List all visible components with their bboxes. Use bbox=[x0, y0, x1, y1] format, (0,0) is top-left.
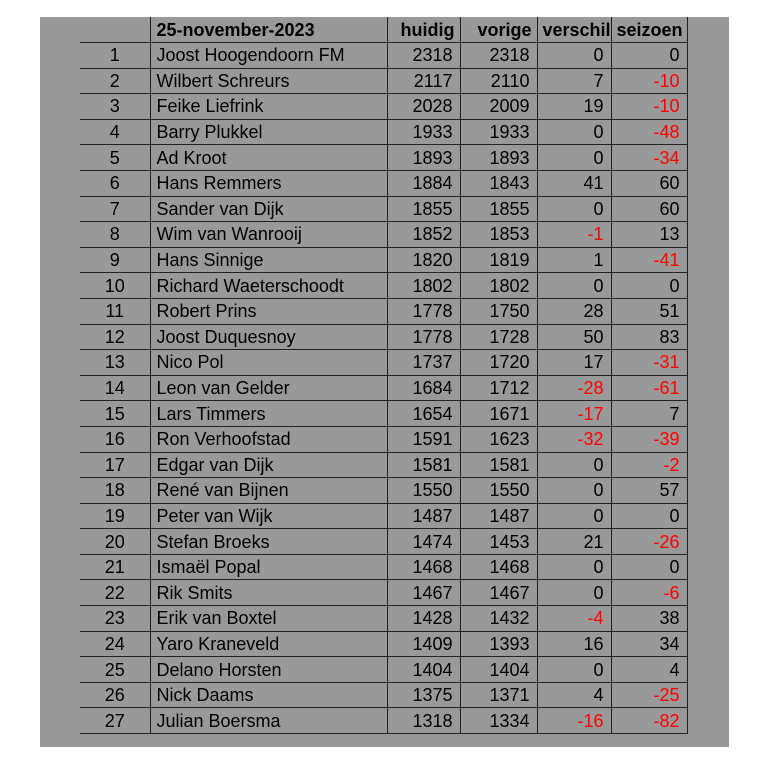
previous-rating-cell: 1855 bbox=[460, 196, 537, 222]
current-rating-cell: 1409 bbox=[387, 631, 460, 657]
current-rating-cell: 1550 bbox=[387, 478, 460, 504]
previous-rating-cell: 1453 bbox=[460, 529, 537, 555]
season-change-cell: 0 bbox=[611, 43, 687, 69]
previous-rating-header: vorige bbox=[460, 17, 537, 43]
previous-rating-cell: 1404 bbox=[460, 657, 537, 683]
player-name-cell: Hans Remmers bbox=[150, 170, 387, 196]
table-row bbox=[80, 478, 687, 504]
rank-cell: 17 bbox=[80, 452, 150, 478]
player-name-cell: Ad Kroot bbox=[150, 145, 387, 171]
difference-cell: 50 bbox=[537, 324, 611, 350]
rank-cell: 6 bbox=[80, 170, 150, 196]
table-row bbox=[80, 529, 687, 555]
table-row bbox=[80, 503, 687, 529]
season-change-cell: 51 bbox=[611, 298, 687, 324]
table-row bbox=[80, 682, 687, 708]
difference-cell: 41 bbox=[537, 170, 611, 196]
rank-cell: 27 bbox=[80, 708, 150, 734]
rank-cell: 5 bbox=[80, 145, 150, 171]
current-rating-cell: 1375 bbox=[387, 682, 460, 708]
rank-cell: 26 bbox=[80, 682, 150, 708]
current-rating-cell: 1467 bbox=[387, 580, 460, 606]
table-row bbox=[80, 43, 687, 69]
rank-cell: 10 bbox=[80, 273, 150, 299]
previous-rating-cell: 1728 bbox=[460, 324, 537, 350]
previous-rating-cell: 1550 bbox=[460, 478, 537, 504]
player-name-cell: Peter van Wijk bbox=[150, 503, 387, 529]
previous-rating-cell: 1933 bbox=[460, 119, 537, 145]
current-rating-cell: 1487 bbox=[387, 503, 460, 529]
difference-cell: 0 bbox=[537, 554, 611, 580]
table-row bbox=[80, 580, 687, 606]
difference-cell: 17 bbox=[537, 350, 611, 376]
season-change-cell: 0 bbox=[611, 503, 687, 529]
player-name-cell: Robert Prins bbox=[150, 298, 387, 324]
difference-cell: -32 bbox=[537, 426, 611, 452]
current-rating-cell: 1468 bbox=[387, 554, 460, 580]
difference-cell: 0 bbox=[537, 119, 611, 145]
season-change-cell: 0 bbox=[611, 554, 687, 580]
previous-rating-cell: 1487 bbox=[460, 503, 537, 529]
difference-cell: 0 bbox=[537, 478, 611, 504]
difference-cell: 4 bbox=[537, 682, 611, 708]
previous-rating-cell: 2009 bbox=[460, 94, 537, 120]
difference-cell: 0 bbox=[537, 196, 611, 222]
difference-cell: 16 bbox=[537, 631, 611, 657]
table-body bbox=[80, 43, 687, 734]
current-rating-cell: 1737 bbox=[387, 350, 460, 376]
difference-cell: 21 bbox=[537, 529, 611, 555]
player-name-cell: Wim van Wanrooij bbox=[150, 222, 387, 248]
rank-cell: 4 bbox=[80, 119, 150, 145]
previous-rating-cell: 1623 bbox=[460, 426, 537, 452]
table-row bbox=[80, 452, 687, 478]
difference-cell: 1 bbox=[537, 247, 611, 273]
header-row bbox=[80, 17, 687, 43]
current-rating-cell: 1581 bbox=[387, 452, 460, 478]
table-row bbox=[80, 298, 687, 324]
table-row bbox=[80, 170, 687, 196]
rank-cell: 13 bbox=[80, 350, 150, 376]
player-name-cell: Feike Liefrink bbox=[150, 94, 387, 120]
season-change-cell: -31 bbox=[611, 350, 687, 376]
rank-cell: 11 bbox=[80, 298, 150, 324]
table-row bbox=[80, 324, 687, 350]
player-name-cell: Stefan Broeks bbox=[150, 529, 387, 555]
player-name-cell: Delano Horsten bbox=[150, 657, 387, 683]
rank-cell: 12 bbox=[80, 324, 150, 350]
previous-rating-cell: 1671 bbox=[460, 401, 537, 427]
current-rating-cell: 1778 bbox=[387, 324, 460, 350]
table-row bbox=[80, 401, 687, 427]
difference-cell: 0 bbox=[537, 43, 611, 69]
previous-rating-cell: 1720 bbox=[460, 350, 537, 376]
season-change-cell: 57 bbox=[611, 478, 687, 504]
difference-cell: 0 bbox=[537, 580, 611, 606]
season-change-cell: 83 bbox=[611, 324, 687, 350]
current-rating-cell: 1318 bbox=[387, 708, 460, 734]
table-row bbox=[80, 119, 687, 145]
player-name-cell: Nico Pol bbox=[150, 350, 387, 376]
current-rating-cell: 1884 bbox=[387, 170, 460, 196]
table-row bbox=[80, 657, 687, 683]
difference-cell: -4 bbox=[537, 606, 611, 632]
difference-cell: -28 bbox=[537, 375, 611, 401]
table-row bbox=[80, 426, 687, 452]
table-row bbox=[80, 350, 687, 376]
previous-rating-cell: 1819 bbox=[460, 247, 537, 273]
rank-cell: 15 bbox=[80, 401, 150, 427]
current-rating-cell: 1778 bbox=[387, 298, 460, 324]
season-change-cell: -39 bbox=[611, 426, 687, 452]
current-rating-cell: 1802 bbox=[387, 273, 460, 299]
rank-cell: 20 bbox=[80, 529, 150, 555]
player-name-cell: Wilbert Schreurs bbox=[150, 68, 387, 94]
current-rating-header: huidig bbox=[387, 17, 460, 43]
season-change-cell: -6 bbox=[611, 580, 687, 606]
rank-cell: 8 bbox=[80, 222, 150, 248]
season-change-cell: -10 bbox=[611, 94, 687, 120]
current-rating-cell: 1654 bbox=[387, 401, 460, 427]
rating-table bbox=[80, 17, 688, 734]
rank-header bbox=[80, 17, 150, 43]
rank-cell: 21 bbox=[80, 554, 150, 580]
rank-cell: 24 bbox=[80, 631, 150, 657]
previous-rating-cell: 1432 bbox=[460, 606, 537, 632]
rank-cell: 23 bbox=[80, 606, 150, 632]
rank-cell: 9 bbox=[80, 247, 150, 273]
current-rating-cell: 2318 bbox=[387, 43, 460, 69]
player-name-cell: Sander van Dijk bbox=[150, 196, 387, 222]
previous-rating-cell: 1468 bbox=[460, 554, 537, 580]
player-name-cell: Richard Waeterschoodt bbox=[150, 273, 387, 299]
current-rating-cell: 1852 bbox=[387, 222, 460, 248]
player-name-cell: Ismaël Popal bbox=[150, 554, 387, 580]
rank-cell: 7 bbox=[80, 196, 150, 222]
current-rating-cell: 2117 bbox=[387, 68, 460, 94]
difference-cell: 0 bbox=[537, 273, 611, 299]
table-row bbox=[80, 196, 687, 222]
previous-rating-cell: 1802 bbox=[460, 273, 537, 299]
difference-cell: 0 bbox=[537, 657, 611, 683]
player-name-cell: Joost Duquesnoy bbox=[150, 324, 387, 350]
season-change-cell: -34 bbox=[611, 145, 687, 171]
previous-rating-cell: 2318 bbox=[460, 43, 537, 69]
current-rating-cell: 1855 bbox=[387, 196, 460, 222]
table-row bbox=[80, 145, 687, 171]
player-name-cell: Joost Hoogendoorn FM bbox=[150, 43, 387, 69]
current-rating-cell: 1404 bbox=[387, 657, 460, 683]
table-row bbox=[80, 375, 687, 401]
previous-rating-cell: 2110 bbox=[460, 68, 537, 94]
table-row bbox=[80, 606, 687, 632]
table-row bbox=[80, 68, 687, 94]
table-row bbox=[80, 631, 687, 657]
player-name-cell: Hans Sinnige bbox=[150, 247, 387, 273]
current-rating-cell: 1474 bbox=[387, 529, 460, 555]
player-name-cell: Rik Smits bbox=[150, 580, 387, 606]
rank-cell: 3 bbox=[80, 94, 150, 120]
rank-cell: 25 bbox=[80, 657, 150, 683]
difference-cell: 0 bbox=[537, 145, 611, 171]
previous-rating-cell: 1393 bbox=[460, 631, 537, 657]
table-row bbox=[80, 222, 687, 248]
season-change-cell: -82 bbox=[611, 708, 687, 734]
current-rating-cell: 1591 bbox=[387, 426, 460, 452]
previous-rating-cell: 1853 bbox=[460, 222, 537, 248]
player-name-cell: Ron Verhoofstad bbox=[150, 426, 387, 452]
season-change-cell: -48 bbox=[611, 119, 687, 145]
season-change-cell: 60 bbox=[611, 170, 687, 196]
player-name-cell: Lars Timmers bbox=[150, 401, 387, 427]
previous-rating-cell: 1893 bbox=[460, 145, 537, 171]
player-name-cell: Barry Plukkel bbox=[150, 119, 387, 145]
player-name-cell: Erik van Boxtel bbox=[150, 606, 387, 632]
player-name-cell: Yaro Kraneveld bbox=[150, 631, 387, 657]
difference-header: verschil bbox=[537, 17, 611, 43]
season-change-cell: -26 bbox=[611, 529, 687, 555]
table-row bbox=[80, 273, 687, 299]
season-change-cell: 34 bbox=[611, 631, 687, 657]
player-name-cell: Nick Daams bbox=[150, 682, 387, 708]
difference-cell: 7 bbox=[537, 68, 611, 94]
difference-cell: -17 bbox=[537, 401, 611, 427]
rank-cell: 22 bbox=[80, 580, 150, 606]
previous-rating-cell: 1712 bbox=[460, 375, 537, 401]
current-rating-cell: 1933 bbox=[387, 119, 460, 145]
season-change-cell: 38 bbox=[611, 606, 687, 632]
season-change-cell: -61 bbox=[611, 375, 687, 401]
table-row bbox=[80, 708, 687, 734]
table-row bbox=[80, 554, 687, 580]
season-change-cell: 7 bbox=[611, 401, 687, 427]
previous-rating-cell: 1371 bbox=[460, 682, 537, 708]
current-rating-cell: 1428 bbox=[387, 606, 460, 632]
season-change-cell: 4 bbox=[611, 657, 687, 683]
player-name-cell: Leon van Gelder bbox=[150, 375, 387, 401]
current-rating-cell: 1820 bbox=[387, 247, 460, 273]
difference-cell: -16 bbox=[537, 708, 611, 734]
table-row bbox=[80, 94, 687, 120]
previous-rating-cell: 1843 bbox=[460, 170, 537, 196]
season-change-cell: -10 bbox=[611, 68, 687, 94]
season-change-cell: 0 bbox=[611, 273, 687, 299]
difference-cell: -1 bbox=[537, 222, 611, 248]
difference-cell: 28 bbox=[537, 298, 611, 324]
previous-rating-cell: 1750 bbox=[460, 298, 537, 324]
previous-rating-cell: 1581 bbox=[460, 452, 537, 478]
season-header: seizoen bbox=[611, 17, 687, 43]
rank-cell: 2 bbox=[80, 68, 150, 94]
rank-cell: 16 bbox=[80, 426, 150, 452]
date-header: 25-november-2023 bbox=[150, 17, 387, 43]
current-rating-cell: 2028 bbox=[387, 94, 460, 120]
player-name-cell: Edgar van Dijk bbox=[150, 452, 387, 478]
player-name-cell: Julian Boersma bbox=[150, 708, 387, 734]
table-row bbox=[80, 247, 687, 273]
season-change-cell: 60 bbox=[611, 196, 687, 222]
current-rating-cell: 1684 bbox=[387, 375, 460, 401]
season-change-cell: -2 bbox=[611, 452, 687, 478]
season-change-cell: -25 bbox=[611, 682, 687, 708]
rank-cell: 1 bbox=[80, 43, 150, 69]
difference-cell: 0 bbox=[537, 503, 611, 529]
previous-rating-cell: 1334 bbox=[460, 708, 537, 734]
season-change-cell: -41 bbox=[611, 247, 687, 273]
difference-cell: 0 bbox=[537, 452, 611, 478]
current-rating-cell: 1893 bbox=[387, 145, 460, 171]
season-change-cell: 13 bbox=[611, 222, 687, 248]
rank-cell: 19 bbox=[80, 503, 150, 529]
previous-rating-cell: 1467 bbox=[460, 580, 537, 606]
player-name-cell: René van Bijnen bbox=[150, 478, 387, 504]
rank-cell: 14 bbox=[80, 375, 150, 401]
difference-cell: 19 bbox=[537, 94, 611, 120]
rank-cell: 18 bbox=[80, 478, 150, 504]
